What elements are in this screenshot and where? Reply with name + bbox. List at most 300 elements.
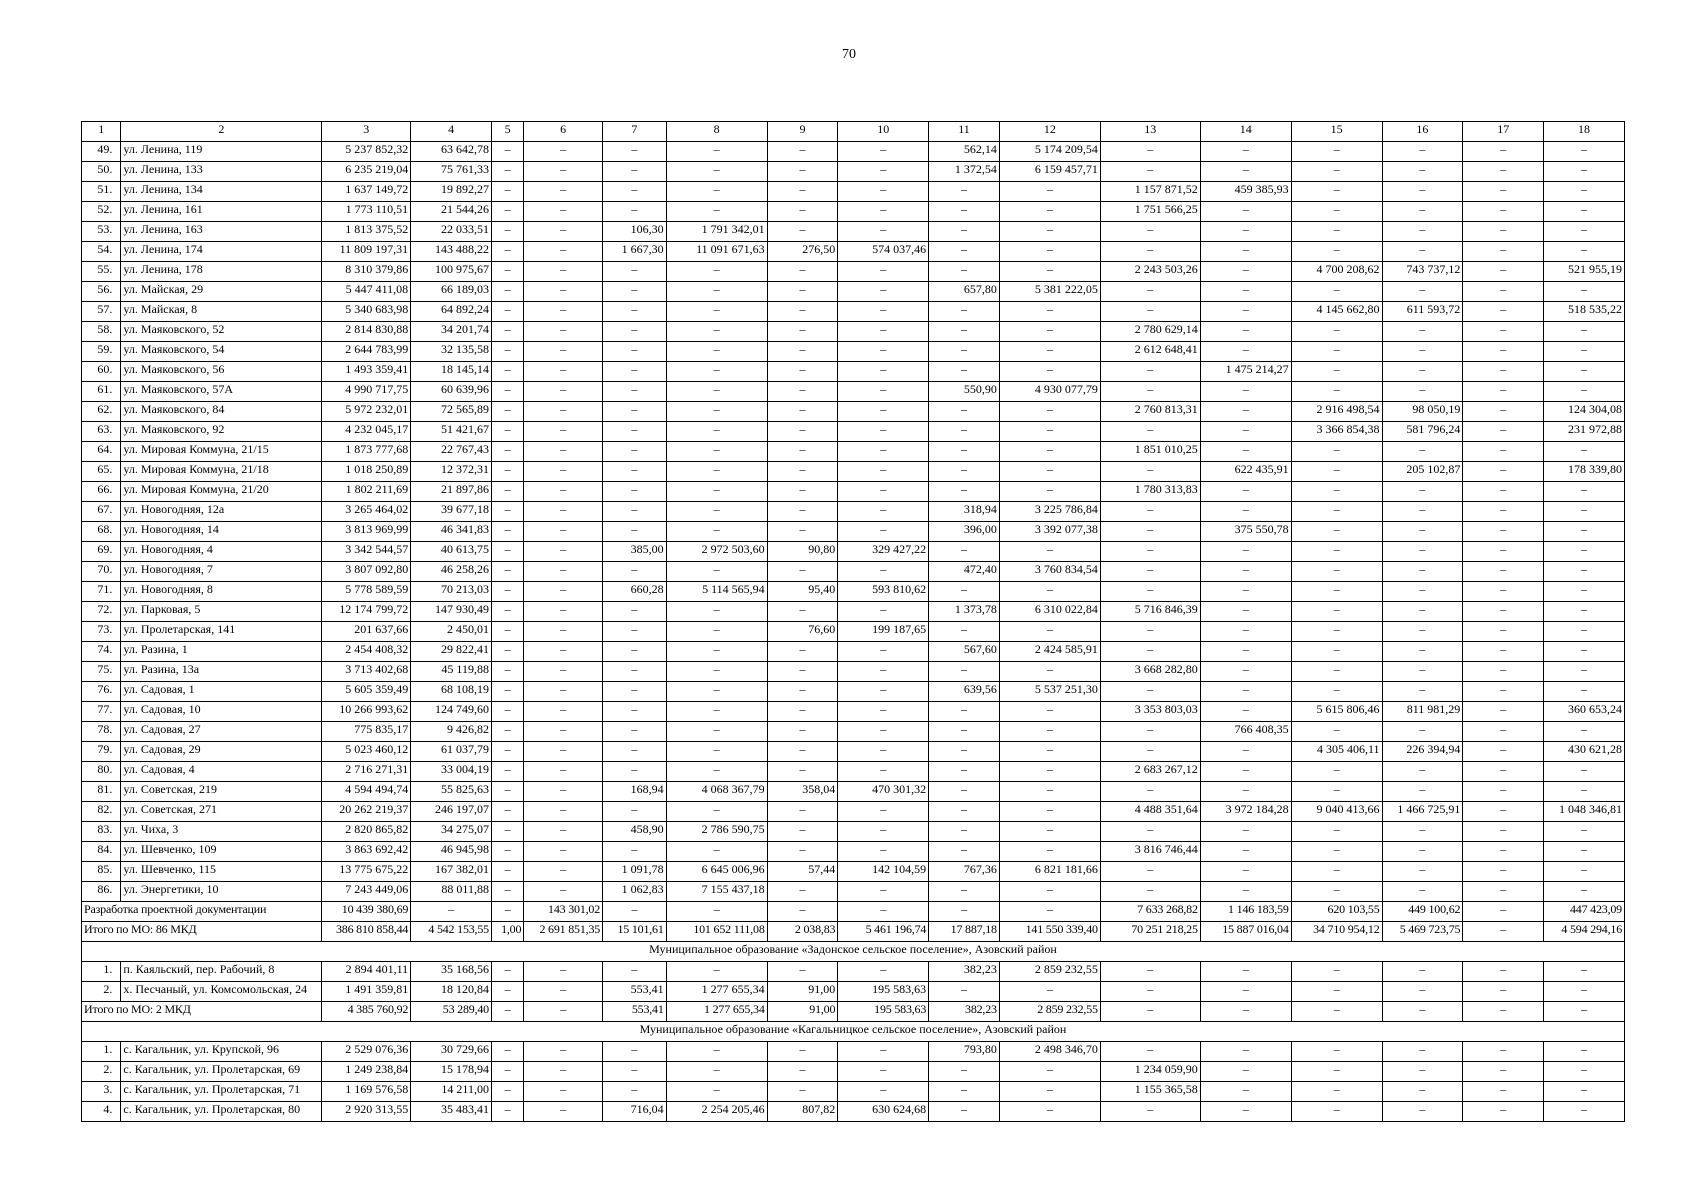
table-cell: – bbox=[1544, 542, 1625, 562]
table-cell: 1 475 214,27 bbox=[1200, 362, 1291, 382]
table-cell: – bbox=[1291, 542, 1382, 562]
table-cell: – bbox=[1200, 282, 1291, 302]
table-cell: – bbox=[1382, 882, 1463, 902]
table-cell: – bbox=[929, 302, 1000, 322]
row-number: 1. bbox=[82, 962, 121, 982]
table-cell: – bbox=[1291, 862, 1382, 882]
column-header: 1 bbox=[82, 122, 121, 142]
table-cell: – bbox=[1544, 1102, 1625, 1122]
row-number: 57. bbox=[82, 302, 121, 322]
table-cell: – bbox=[929, 342, 1000, 362]
row-number: 83. bbox=[82, 822, 121, 842]
table-cell: – bbox=[1544, 162, 1625, 182]
column-header: 5 bbox=[491, 122, 523, 142]
table-row bbox=[82, 442, 1625, 462]
table-cell: 396,00 bbox=[929, 522, 1000, 542]
table-row bbox=[82, 462, 1625, 482]
table-cell: – bbox=[929, 822, 1000, 842]
row-number: 59. bbox=[82, 342, 121, 362]
table-cell: – bbox=[929, 242, 1000, 262]
table-cell: – bbox=[838, 522, 929, 542]
table-cell: – bbox=[1200, 862, 1291, 882]
table-cell: 101 652 111,08 bbox=[666, 922, 767, 942]
table-cell: – bbox=[491, 302, 523, 322]
table-cell: 88 011,88 bbox=[411, 882, 492, 902]
table-row bbox=[82, 522, 1625, 542]
address-cell: ул. Мировая Коммуна, 21/18 bbox=[121, 462, 322, 482]
section-title: Муниципальное образование «Задонское сельское поселение», Азовский район bbox=[82, 942, 1625, 962]
table-row bbox=[82, 782, 1625, 802]
table-row bbox=[82, 802, 1625, 822]
table-cell: 15 887 016,04 bbox=[1200, 922, 1291, 942]
address-cell: ул. Маяковского, 92 bbox=[121, 422, 322, 442]
table-cell: – bbox=[1291, 582, 1382, 602]
table-cell: 4 594 294,16 bbox=[1544, 922, 1625, 942]
table-cell: – bbox=[603, 602, 667, 622]
table-cell: 33 004,19 bbox=[411, 762, 492, 782]
table-cell: – bbox=[1382, 762, 1463, 782]
table-cell: – bbox=[1382, 442, 1463, 462]
table-cell: 5 174 209,54 bbox=[999, 142, 1100, 162]
table-cell: – bbox=[767, 302, 838, 322]
table-cell: 19 892,27 bbox=[411, 182, 492, 202]
table-cell: – bbox=[1463, 142, 1544, 162]
table-cell: – bbox=[603, 902, 667, 922]
table-cell: – bbox=[999, 442, 1100, 462]
table-cell: 2 644 783,99 bbox=[322, 342, 411, 362]
table-cell: – bbox=[1291, 282, 1382, 302]
table-cell: 106,30 bbox=[603, 222, 667, 242]
table-cell: – bbox=[603, 622, 667, 642]
table-cell: – bbox=[1200, 582, 1291, 602]
table-cell: – bbox=[838, 182, 929, 202]
table-cell: – bbox=[1544, 762, 1625, 782]
table-cell: – bbox=[999, 582, 1100, 602]
table-row bbox=[82, 622, 1625, 642]
table-cell: 11 091 671,63 bbox=[666, 242, 767, 262]
table-cell: – bbox=[491, 462, 523, 482]
table-cell: – bbox=[838, 502, 929, 522]
table-cell: 91,00 bbox=[767, 982, 838, 1002]
table-cell: – bbox=[1544, 1042, 1625, 1062]
table-cell: 360 653,24 bbox=[1544, 702, 1625, 722]
table-cell: – bbox=[1100, 1002, 1200, 1022]
table-cell: – bbox=[1382, 642, 1463, 662]
table-cell: – bbox=[524, 702, 603, 722]
table-cell: – bbox=[1291, 1042, 1382, 1062]
table-cell: – bbox=[1382, 482, 1463, 502]
table-cell: – bbox=[1100, 582, 1200, 602]
table-cell: – bbox=[1100, 522, 1200, 542]
table-cell: 329 427,22 bbox=[838, 542, 929, 562]
row-number: 4. bbox=[82, 1102, 121, 1122]
table-cell: 66 189,03 bbox=[411, 282, 492, 302]
table-cell: 2 691 851,35 bbox=[524, 922, 603, 942]
table-cell: 593 810,62 bbox=[838, 582, 929, 602]
table-cell: – bbox=[1291, 162, 1382, 182]
table-cell: – bbox=[767, 822, 838, 842]
table-cell: 4 542 153,55 bbox=[411, 922, 492, 942]
table-cell: – bbox=[767, 522, 838, 542]
row-number: 67. bbox=[82, 502, 121, 522]
table-cell: – bbox=[1544, 202, 1625, 222]
table-cell: – bbox=[1463, 482, 1544, 502]
table-cell: 70 251 218,25 bbox=[1100, 922, 1200, 942]
table-cell: – bbox=[1463, 202, 1544, 222]
row-number: 1. bbox=[82, 1042, 121, 1062]
table-cell: – bbox=[1544, 642, 1625, 662]
table-cell: – bbox=[999, 342, 1100, 362]
table-cell: – bbox=[1382, 862, 1463, 882]
table-cell: – bbox=[1382, 962, 1463, 982]
table-cell: 1 667,30 bbox=[603, 242, 667, 262]
table-cell: – bbox=[411, 902, 492, 922]
table-cell: – bbox=[1544, 662, 1625, 682]
table-cell: 2 498 346,70 bbox=[999, 1042, 1100, 1062]
table-cell: – bbox=[603, 1062, 667, 1082]
table-cell: 76,60 bbox=[767, 622, 838, 642]
table-cell: 1 813 375,52 bbox=[322, 222, 411, 242]
table-cell: – bbox=[1100, 382, 1200, 402]
table-cell: – bbox=[929, 482, 1000, 502]
table-cell: – bbox=[838, 402, 929, 422]
table-cell: – bbox=[524, 782, 603, 802]
table-cell: 2 254 205,46 bbox=[666, 1102, 767, 1122]
table-cell: – bbox=[1544, 382, 1625, 402]
table-row bbox=[82, 642, 1625, 662]
table-cell: – bbox=[603, 562, 667, 582]
table-cell: 1 637 149,72 bbox=[322, 182, 411, 202]
table-cell: – bbox=[1463, 502, 1544, 522]
table-cell: 22 033,51 bbox=[411, 222, 492, 242]
table-cell: 3 265 464,02 bbox=[322, 502, 411, 522]
table-cell: 6 159 457,71 bbox=[999, 162, 1100, 182]
table-cell: 430 621,28 bbox=[1544, 742, 1625, 762]
table-cell: – bbox=[1544, 242, 1625, 262]
table-cell: – bbox=[1291, 1002, 1382, 1022]
table-cell: – bbox=[1463, 742, 1544, 762]
table-cell: 385,00 bbox=[603, 542, 667, 562]
table-cell: 4 385 760,92 bbox=[322, 1002, 411, 1022]
column-header: 14 bbox=[1200, 122, 1291, 142]
table-cell: – bbox=[491, 762, 523, 782]
table-cell: 22 767,43 bbox=[411, 442, 492, 462]
table-cell: – bbox=[1382, 982, 1463, 1002]
table-cell: 246 197,07 bbox=[411, 802, 492, 822]
table-cell: – bbox=[1463, 702, 1544, 722]
table-row bbox=[82, 722, 1625, 742]
row-number: 51. bbox=[82, 182, 121, 202]
address-cell: ул. Новогодняя, 7 bbox=[121, 562, 322, 582]
table-cell: – bbox=[838, 962, 929, 982]
table-cell: – bbox=[838, 322, 929, 342]
table-cell: 1 802 211,69 bbox=[322, 482, 411, 502]
row-number: 64. bbox=[82, 442, 121, 462]
table-cell: – bbox=[1100, 1102, 1200, 1122]
address-cell: ул. Новогодняя, 4 bbox=[121, 542, 322, 562]
table-cell: – bbox=[491, 802, 523, 822]
table-cell: 2 972 503,60 bbox=[666, 542, 767, 562]
table-cell: 5 778 589,59 bbox=[322, 582, 411, 602]
table-cell: – bbox=[524, 862, 603, 882]
table-cell: 553,41 bbox=[603, 1002, 667, 1022]
table-cell: – bbox=[524, 242, 603, 262]
table-cell: – bbox=[666, 562, 767, 582]
row-number: 77. bbox=[82, 702, 121, 722]
table-cell: – bbox=[838, 642, 929, 662]
table-cell: – bbox=[838, 882, 929, 902]
table-cell: – bbox=[1200, 682, 1291, 702]
table-cell: – bbox=[929, 662, 1000, 682]
table-cell: – bbox=[1200, 402, 1291, 422]
table-cell: – bbox=[1291, 982, 1382, 1002]
table-cell: – bbox=[838, 302, 929, 322]
table-cell: – bbox=[929, 1062, 1000, 1082]
table-cell: – bbox=[666, 202, 767, 222]
table-cell: – bbox=[524, 802, 603, 822]
table-cell: – bbox=[929, 402, 1000, 422]
table-cell: 1 249 238,84 bbox=[322, 1062, 411, 1082]
table-cell: 4 068 367,79 bbox=[666, 782, 767, 802]
column-header: 6 bbox=[524, 122, 603, 142]
table-cell: – bbox=[603, 502, 667, 522]
table-cell: – bbox=[603, 142, 667, 162]
table-cell: – bbox=[666, 482, 767, 502]
table-cell: 1 851 010,25 bbox=[1100, 442, 1200, 462]
table-cell: – bbox=[1463, 1002, 1544, 1022]
table-cell: – bbox=[838, 162, 929, 182]
table-cell: – bbox=[491, 1062, 523, 1082]
table-cell: – bbox=[1382, 562, 1463, 582]
section-header-row bbox=[82, 1022, 1625, 1042]
address-cell: с. Кагальник, ул. Пролетарская, 69 bbox=[121, 1062, 322, 1082]
table-cell: – bbox=[1291, 782, 1382, 802]
table-cell: – bbox=[1100, 502, 1200, 522]
table-cell: – bbox=[524, 602, 603, 622]
address-cell: ул. Майская, 29 bbox=[121, 282, 322, 302]
row-number: 75. bbox=[82, 662, 121, 682]
table-cell: – bbox=[524, 442, 603, 462]
table-cell: – bbox=[524, 142, 603, 162]
address-cell: ул. Энергетики, 10 bbox=[121, 882, 322, 902]
table-cell: – bbox=[666, 462, 767, 482]
table-row bbox=[82, 682, 1625, 702]
table-cell: – bbox=[1100, 962, 1200, 982]
table-cell: – bbox=[999, 1102, 1100, 1122]
table-cell: – bbox=[767, 202, 838, 222]
table-cell: 1 155 365,58 bbox=[1100, 1082, 1200, 1102]
address-cell: ул. Мировая Коммуна, 21/20 bbox=[121, 482, 322, 502]
table-cell: – bbox=[1463, 222, 1544, 242]
table-cell: – bbox=[929, 982, 1000, 1002]
table-cell: – bbox=[491, 182, 523, 202]
table-cell: – bbox=[1100, 302, 1200, 322]
table-cell: – bbox=[767, 642, 838, 662]
table-cell: 5 605 359,49 bbox=[322, 682, 411, 702]
table-cell: 5 023 460,12 bbox=[322, 742, 411, 762]
table-cell: – bbox=[491, 582, 523, 602]
address-cell: ул. Маяковского, 52 bbox=[121, 322, 322, 342]
table-cell: – bbox=[1200, 242, 1291, 262]
table-cell: – bbox=[524, 882, 603, 902]
table-cell: – bbox=[1463, 442, 1544, 462]
table-cell: – bbox=[1100, 222, 1200, 242]
table-cell: – bbox=[1291, 482, 1382, 502]
table-cell: 2 859 232,55 bbox=[999, 962, 1100, 982]
table-cell: – bbox=[1382, 682, 1463, 702]
table-cell: – bbox=[767, 722, 838, 742]
table-cell: 657,80 bbox=[929, 282, 1000, 302]
table-cell: – bbox=[666, 322, 767, 342]
address-cell: с. Кагальник, ул. Крупской, 96 bbox=[121, 1042, 322, 1062]
table-cell: – bbox=[1100, 162, 1200, 182]
table-cell: 5 447 411,08 bbox=[322, 282, 411, 302]
table-row bbox=[82, 222, 1625, 242]
table-cell: – bbox=[1382, 362, 1463, 382]
table-cell: 1 780 313,83 bbox=[1100, 482, 1200, 502]
table-cell: – bbox=[1200, 1102, 1291, 1122]
table-cell: – bbox=[1200, 562, 1291, 582]
table-cell: – bbox=[603, 642, 667, 662]
row-number: 53. bbox=[82, 222, 121, 242]
table-cell: 3 863 692,42 bbox=[322, 842, 411, 862]
table-cell: – bbox=[999, 302, 1100, 322]
row-number: 49. bbox=[82, 142, 121, 162]
table-cell: – bbox=[1463, 422, 1544, 442]
table-cell: 458,90 bbox=[603, 822, 667, 842]
table-cell: – bbox=[1100, 462, 1200, 482]
table-cell: 2 612 648,41 bbox=[1100, 342, 1200, 362]
table-cell: 178 339,80 bbox=[1544, 462, 1625, 482]
table-cell: – bbox=[1544, 562, 1625, 582]
table-cell: 1 062,83 bbox=[603, 882, 667, 902]
address-cell: ул. Маяковского, 56 bbox=[121, 362, 322, 382]
table-cell: 141 550 339,40 bbox=[999, 922, 1100, 942]
table-cell: – bbox=[1463, 902, 1544, 922]
table-cell: 55 825,63 bbox=[411, 782, 492, 802]
table-cell: – bbox=[1382, 382, 1463, 402]
table-cell: 2 038,83 bbox=[767, 922, 838, 942]
table-cell: – bbox=[666, 382, 767, 402]
table-cell: – bbox=[929, 902, 1000, 922]
address-cell: ул. Ленина, 178 bbox=[121, 262, 322, 282]
table-cell: – bbox=[491, 542, 523, 562]
page-number: 70 bbox=[842, 47, 856, 62]
table-cell: – bbox=[767, 702, 838, 722]
row-number: 61. bbox=[82, 382, 121, 402]
table-cell: – bbox=[767, 262, 838, 282]
table-cell: – bbox=[666, 1062, 767, 1082]
table-cell: – bbox=[524, 962, 603, 982]
table-cell: – bbox=[1544, 862, 1625, 882]
table-cell: 4 700 208,62 bbox=[1291, 262, 1382, 282]
table-cell: – bbox=[603, 362, 667, 382]
table-cell: – bbox=[1544, 882, 1625, 902]
table-cell: – bbox=[524, 1002, 603, 1022]
table-cell: – bbox=[524, 542, 603, 562]
row-number: 69. bbox=[82, 542, 121, 562]
address-cell: ул. Советская, 271 bbox=[121, 802, 322, 822]
table-cell: – bbox=[767, 742, 838, 762]
column-header: 16 bbox=[1382, 122, 1463, 142]
table-cell: – bbox=[1463, 322, 1544, 342]
table-cell: – bbox=[767, 1042, 838, 1062]
address-cell: ул. Садовая, 29 bbox=[121, 742, 322, 762]
table-cell: – bbox=[767, 1082, 838, 1102]
table-cell: – bbox=[999, 542, 1100, 562]
table-cell: – bbox=[666, 162, 767, 182]
table-cell: 95,40 bbox=[767, 582, 838, 602]
table-cell: 70 213,03 bbox=[411, 582, 492, 602]
table-cell: – bbox=[1200, 642, 1291, 662]
table-cell: 17 887,18 bbox=[929, 922, 1000, 942]
column-header: 4 bbox=[411, 122, 492, 142]
table-cell: – bbox=[1200, 662, 1291, 682]
table-cell: – bbox=[1382, 1102, 1463, 1122]
table-cell: 4 930 077,79 bbox=[999, 382, 1100, 402]
table-cell: – bbox=[1291, 842, 1382, 862]
table-cell: – bbox=[929, 422, 1000, 442]
table-cell: – bbox=[1100, 282, 1200, 302]
table-cell: – bbox=[524, 502, 603, 522]
table-cell: – bbox=[929, 702, 1000, 722]
table-row bbox=[82, 182, 1625, 202]
table-cell: – bbox=[603, 802, 667, 822]
table-cell: – bbox=[929, 202, 1000, 222]
table-cell: 14 211,00 bbox=[411, 1082, 492, 1102]
table-cell: – bbox=[603, 662, 667, 682]
table-cell: – bbox=[838, 822, 929, 842]
table-cell: – bbox=[929, 582, 1000, 602]
row-number: 56. bbox=[82, 282, 121, 302]
address-cell: ул. Маяковского, 84 bbox=[121, 402, 322, 422]
address-cell: х. Песчаный, ул. Комсомольская, 24 bbox=[121, 982, 322, 1002]
table-cell: – bbox=[491, 602, 523, 622]
table-cell: 793,80 bbox=[929, 1042, 1000, 1062]
table-cell: – bbox=[524, 482, 603, 502]
table-cell: – bbox=[999, 482, 1100, 502]
table-cell: – bbox=[838, 382, 929, 402]
table-cell: – bbox=[666, 282, 767, 302]
table-cell: – bbox=[767, 962, 838, 982]
table-cell: – bbox=[1544, 1002, 1625, 1022]
table-cell: – bbox=[666, 722, 767, 742]
table-cell: – bbox=[524, 362, 603, 382]
table-cell: – bbox=[1100, 1042, 1200, 1062]
table-cell: – bbox=[666, 902, 767, 922]
table-cell: 459 385,93 bbox=[1200, 182, 1291, 202]
table-cell: – bbox=[1100, 742, 1200, 762]
table-cell: – bbox=[929, 322, 1000, 342]
address-cell: ул. Садовая, 10 bbox=[121, 702, 322, 722]
table-cell: – bbox=[666, 702, 767, 722]
table-row bbox=[82, 962, 1625, 982]
table-cell: 375 550,78 bbox=[1200, 522, 1291, 542]
table-cell: – bbox=[1382, 242, 1463, 262]
table-cell: 124 304,08 bbox=[1544, 402, 1625, 422]
table-row bbox=[82, 742, 1625, 762]
table-cell: – bbox=[491, 142, 523, 162]
table-cell: 2 786 590,75 bbox=[666, 822, 767, 842]
table-cell: – bbox=[603, 302, 667, 322]
table-cell: – bbox=[524, 322, 603, 342]
table-cell: – bbox=[1544, 722, 1625, 742]
table-cell: – bbox=[1100, 782, 1200, 802]
table-cell: 5 237 852,32 bbox=[322, 142, 411, 162]
table-cell: 1 873 777,68 bbox=[322, 442, 411, 462]
table-cell: – bbox=[1382, 662, 1463, 682]
table-row bbox=[82, 882, 1625, 902]
